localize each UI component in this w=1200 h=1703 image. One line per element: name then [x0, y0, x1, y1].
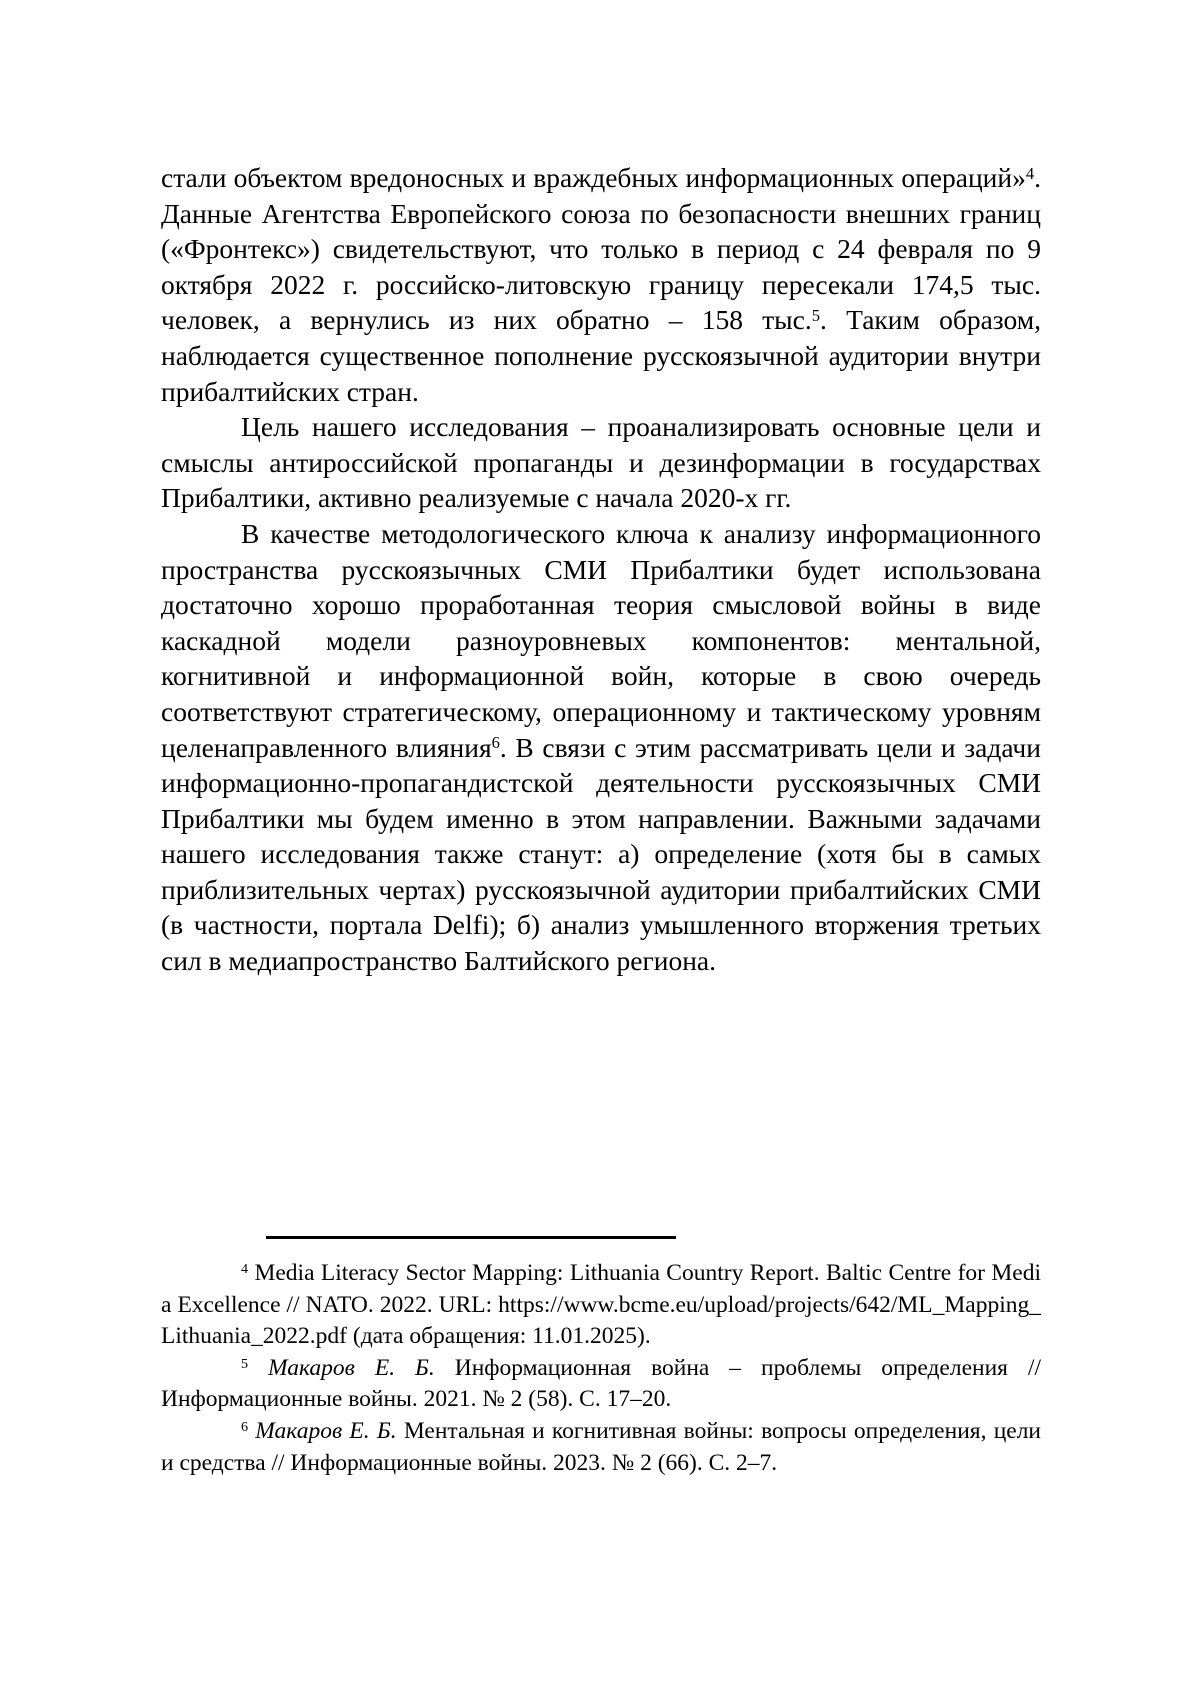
footnote-ref-6[interactable]: 6	[491, 733, 500, 753]
footnote-author: Макаров Е. Б.	[255, 1417, 397, 1444]
footnote-6	[161, 1416, 1041, 1479]
paragraph-1-text-b: . Данные Агентства Европейского союза по безопасности внешних границ («Фронтекс») свидетельствуют, что только в период с 24 февраля по 9 октября 2022 г. российско-литовскую границу пересекали 174,5 тыс. человек, а вернулись из них обратно – 158 тыс.	[161, 162, 1041, 336]
paragraph-1	[161, 160, 1041, 409]
paragraph-3-text-b: . В связи с этим рассматривать цели и задачи информационно-пропагандистской деятельности русскоязычных СМИ Прибалтики мы будем именно в этом направлении. Важными задачами нашего исследования также станут: а) определение (хотя бы в самых приблизительных чертах) русскоязычной аудитории прибалтийских СМИ (в частности, портала Delfi); б) анализ умышленного вторжения третьих сил в медиапространство Балтийского региона.	[161, 731, 1041, 977]
paragraph-2: Цель нашего исследования – проанализировать основные цели и смыслы антироссийской пропаганды и дезинформации в государствах Прибалтики, активно реализуемые с начала 2020-х гг.	[161, 411, 1041, 514]
footnotes	[161, 1258, 1041, 1479]
footnote-4	[161, 1258, 1041, 1353]
footnote-author: Макаров Е. Б.	[268, 1354, 435, 1381]
footnote-ref-4[interactable]: 4	[1025, 163, 1035, 183]
footnote-text: Ментальная и когнитивная войны: вопросы определения, цели и средства // Информационные войны. 2023. № 2 (66). С. 2–7.	[161, 1417, 1041, 1476]
paragraph-3	[161, 516, 1041, 979]
footnote-text: Media Literacy Sector Mapping: Lithuania Country Report. Baltic Centre for Media Excellence // NATO. 2022. URL: https://www.bcme.eu/upload/projects/642/ML_Mapping_Lithuania_2022.pdf (дата обращения: 11.01.2025).	[161, 1260, 1041, 1350]
footnote-number: 6	[241, 1418, 249, 1435]
paragraph-1-text-c: . Таким образом, наблюдается существенное пополнение русскоязычной аудитории внутри прибалтийских стран.	[161, 304, 1042, 407]
footnote-separator	[266, 1236, 676, 1239]
footnote-number: 5	[241, 1355, 249, 1372]
paragraph-3-text-a: В качестве методологического ключа к анализу информационного пространства русскоязычных СМИ Прибалтики будет использована достаточно хорошо проработанная теория смысловой войны в виде каскадной модели разноуровневых компонентов: ментальной, когнитивной и информационной войн, которые в свою очередь соответствуют стратегическому, операционному и тактическому уровням целенаправленного влияния	[161, 517, 1041, 763]
footnote-number: 4	[241, 1260, 249, 1277]
footnote-ref-5[interactable]: 5	[811, 306, 820, 326]
main-text	[161, 160, 1041, 979]
footnote-5	[161, 1353, 1041, 1416]
paragraph-1-text-a: стали объектом вредоносных и враждебных информационных операций»	[161, 162, 1026, 193]
footnote-text: Информационная война – проблемы определения // Информационные войны. 2021. № 2 (58). С. 17–20.	[161, 1354, 1041, 1413]
